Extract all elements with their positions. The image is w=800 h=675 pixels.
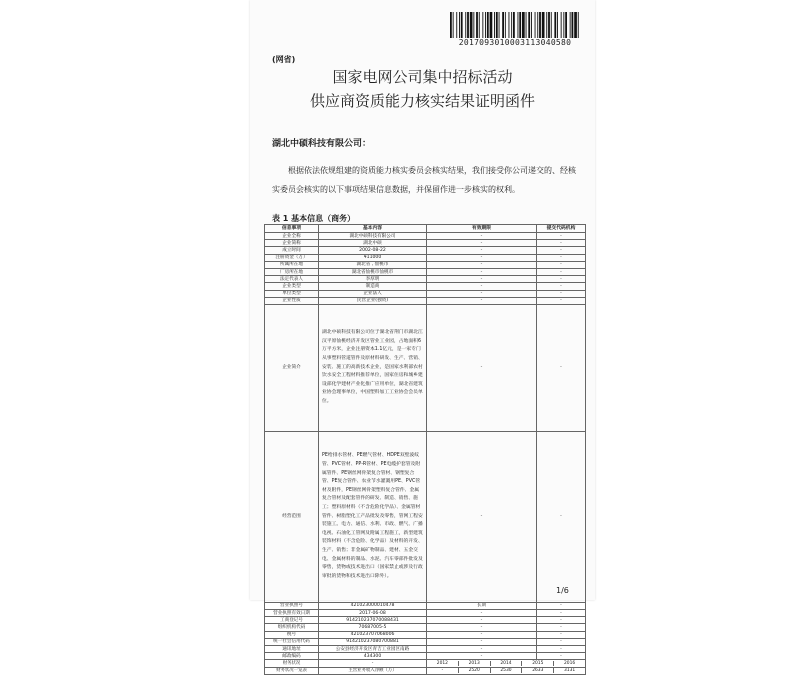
document-title-line1: 国家电网公司集中招标活动 (332, 68, 513, 86)
row-content: 421023707068006 (319, 631, 427, 638)
table-row (265, 261, 586, 268)
row-org: - (537, 602, 586, 609)
row-content: 公安县经济开发区青吉工业园区南路 (319, 646, 427, 653)
row-item: 企业全称 (265, 233, 319, 240)
table-row (265, 297, 586, 304)
row-content: 湖北省 , 仙桃市 (319, 261, 427, 268)
row-validity: 长期 (427, 602, 537, 609)
year-cell: 2014 (490, 661, 522, 666)
row-item: 税号 (265, 631, 319, 638)
row-item: 统一社会信用代码 (265, 638, 319, 645)
addressee: 湖北中硕科技有限公司： (272, 139, 372, 149)
row-item: 邮政编码 (265, 653, 319, 660)
table-row (265, 617, 586, 624)
row-org: - (537, 283, 586, 290)
table-row (265, 283, 586, 290)
table-row-scope (265, 431, 586, 602)
table-row (265, 254, 586, 261)
net-label: (网省) (272, 55, 296, 64)
table-row (265, 631, 586, 638)
row-content: 914210237070088431 (319, 617, 427, 624)
row-item: 企业性质 (265, 297, 319, 304)
year-cells (427, 660, 586, 667)
row-content: 企业法人 (319, 290, 427, 297)
table-title: 表 1 基本信息（商务） (272, 214, 356, 223)
table-row (265, 240, 586, 247)
row-item: 成立时间 (265, 247, 319, 254)
row-item: 营业执照有效日期 (265, 610, 319, 617)
row-content: - (319, 660, 427, 667)
row-item: 通讯地址 (265, 646, 319, 653)
row-content: 湖北中硕科技有限公司位于湖北省荆门市湖北江汉平原仙桃经济开发区管业工业园，占地面积6万平方米，企业注册资本1.1亿元，是一家专门从事塑料管道管件及原材料研发、生产、营销、安装、施工的高新技术企业，是国家水利部农村饮水安全工程材料推荐单位，国家住房和城乡建设部化学建材产业化推广应用单位，湖北省建筑业协会理事单位，中国塑料加工工业协会会员单位。 (319, 304, 427, 431)
row-org: - (537, 638, 586, 645)
year-cell: 2012 (436, 660, 448, 666)
header-content: 基本内容 (319, 225, 427, 233)
row-org: - (537, 631, 586, 638)
row-content: 914210237080700881 (319, 638, 427, 645)
row-content: 制造商 (319, 283, 427, 290)
year-cell: 2015 (521, 661, 553, 666)
row-item: 企业简称 (265, 240, 319, 247)
table-row-profile (265, 304, 586, 431)
header-item: 信息事项 (265, 225, 319, 233)
row-content: 民营企业(独资) (319, 297, 427, 304)
row-validity: - (427, 276, 537, 283)
row-org: - (537, 646, 586, 653)
table-row (265, 602, 586, 609)
finance-value: 2520 (458, 668, 490, 673)
row-item: 所属所在地 (265, 261, 319, 268)
row-org: - (537, 240, 586, 247)
row-validity: - (427, 283, 537, 290)
row-content: 434300 (319, 653, 427, 660)
row-org: - (537, 431, 586, 602)
row-content: 2017-06-08 (319, 610, 427, 617)
header-org: 提交代码机构 (537, 225, 586, 233)
row-content: 湖北省仙桃市仙桃市 (319, 268, 427, 275)
row-item: 注册资金（万） (265, 254, 319, 261)
finance-value: 3131 (553, 668, 585, 673)
year-cell: 2013 (458, 661, 490, 666)
table-row-finance (265, 667, 586, 674)
finance-cells (427, 667, 586, 674)
table-row (265, 233, 586, 240)
barcode-number: 20170930100031130405​80 (458, 38, 572, 47)
row-validity: - (427, 624, 537, 631)
barcode (450, 12, 580, 38)
table-header-row (265, 225, 586, 233)
row-org: - (537, 290, 586, 297)
row-validity: - (427, 631, 537, 638)
table-row (265, 276, 586, 283)
row-item: 厂房所在地 (265, 268, 319, 275)
row-org: - (537, 653, 586, 660)
row-validity: - (427, 653, 537, 660)
row-item: 企业简介 (265, 304, 319, 431)
finance-value: 2633 (521, 668, 553, 673)
row-content: 湖北中硕科技有限公司 (319, 233, 427, 240)
finance-value: - (441, 668, 444, 674)
table-row (265, 610, 586, 617)
header-validity: 有效期限 (427, 225, 537, 233)
row-item: 营业执照号 (265, 602, 319, 609)
row-org: - (537, 610, 586, 617)
row-validity: - (427, 610, 537, 617)
row-org: - (537, 247, 586, 254)
row-item: 组织机构代码 (265, 624, 319, 631)
row-validity: - (427, 247, 537, 254)
row-item: 单位类型 (265, 290, 319, 297)
table-row (265, 268, 586, 275)
table-row-years (265, 660, 586, 667)
row-content: 2002-08-22 (319, 247, 427, 254)
row-content: 421023000010478 (319, 602, 427, 609)
row-validity: - (427, 261, 537, 268)
row-validity: - (427, 638, 537, 645)
row-org: - (537, 297, 586, 304)
finance-value: 2530 (490, 668, 522, 673)
row-item: 企业类型 (265, 283, 319, 290)
table-row (265, 624, 586, 631)
table-row (265, 646, 586, 653)
table-row (265, 290, 586, 297)
row-org: - (537, 268, 586, 275)
row-validity: - (427, 617, 537, 624)
row-item: 财务状况一览表 (265, 667, 319, 674)
row-org: - (537, 276, 586, 283)
page-number: 1/6 (556, 586, 569, 595)
row-content: 70687005-5 (319, 624, 427, 631)
row-item: 法定代表人 (265, 276, 319, 283)
row-validity: - (427, 233, 537, 240)
row-org: - (537, 261, 586, 268)
row-org: - (537, 233, 586, 240)
row-content: 湖北中硕 (319, 240, 427, 247)
row-validity: - (427, 254, 537, 261)
row-org: - (537, 254, 586, 261)
row-validity: - (427, 431, 537, 602)
row-content: ¥11000 (319, 254, 427, 261)
table-row (265, 653, 586, 660)
row-org: - (537, 304, 586, 431)
row-item: 经营范围 (265, 431, 319, 602)
row-validity: - (427, 268, 537, 275)
body-paragraph: 根据依法依规组建的资质能力核实委员会核实结果，我们接受你公司递交的、经核实委员会核实的以下事项结果信息数据，并保留作进一步核实的权利。 (272, 166, 576, 194)
table-row (265, 247, 586, 254)
row-content: 主营业务收入净额（万） (319, 667, 427, 674)
row-validity: - (427, 304, 537, 431)
row-validity: - (427, 646, 537, 653)
row-org: - (537, 624, 586, 631)
row-item: 财务状况 (265, 660, 319, 667)
row-validity: - (427, 297, 537, 304)
row-validity: - (427, 240, 537, 247)
row-content: PE给排水管材、PE燃气管材、HDPE双壁波纹管、PVC管材、PP-R管材、PE电缆护套管及附属管件、PE钢丝网骨架复合管材、钢塑复合管、PE复合管件、农业节水灌溉用PE、PVC管材及附件，PE钢丝网骨架塑料复合管件、金属复合管材及配套管件的研发、制造、销售、施工；塑料原材料（不含危险化学品）、金属管材管件、树脂塑化工产品批发及零售，管网工程安装施工。电力、通信、水利、市政、燃气、广播电视、石油化工管网及附属工程施工，新型建筑装饰材料（不含危险、化学品）及材料的开发、生产、销售；非金属矿物制品、建材、五金交电、金属材料的制品、水泥、汽车零部件批发及零售，货物或技术进出口（国家禁止或涉及行政审批的货物和技术进出口除外）。 (319, 431, 427, 602)
row-content: 李厚明 (319, 276, 427, 283)
row-item: 工商登记号 (265, 617, 319, 624)
year-cell: 2016 (553, 661, 585, 666)
basic-info-table (264, 224, 586, 675)
table-row (265, 638, 586, 645)
document-title-line2: 供应商资质能力核实结果证明函件 (309, 92, 535, 110)
row-org: - (537, 617, 586, 624)
row-validity: - (427, 290, 537, 297)
